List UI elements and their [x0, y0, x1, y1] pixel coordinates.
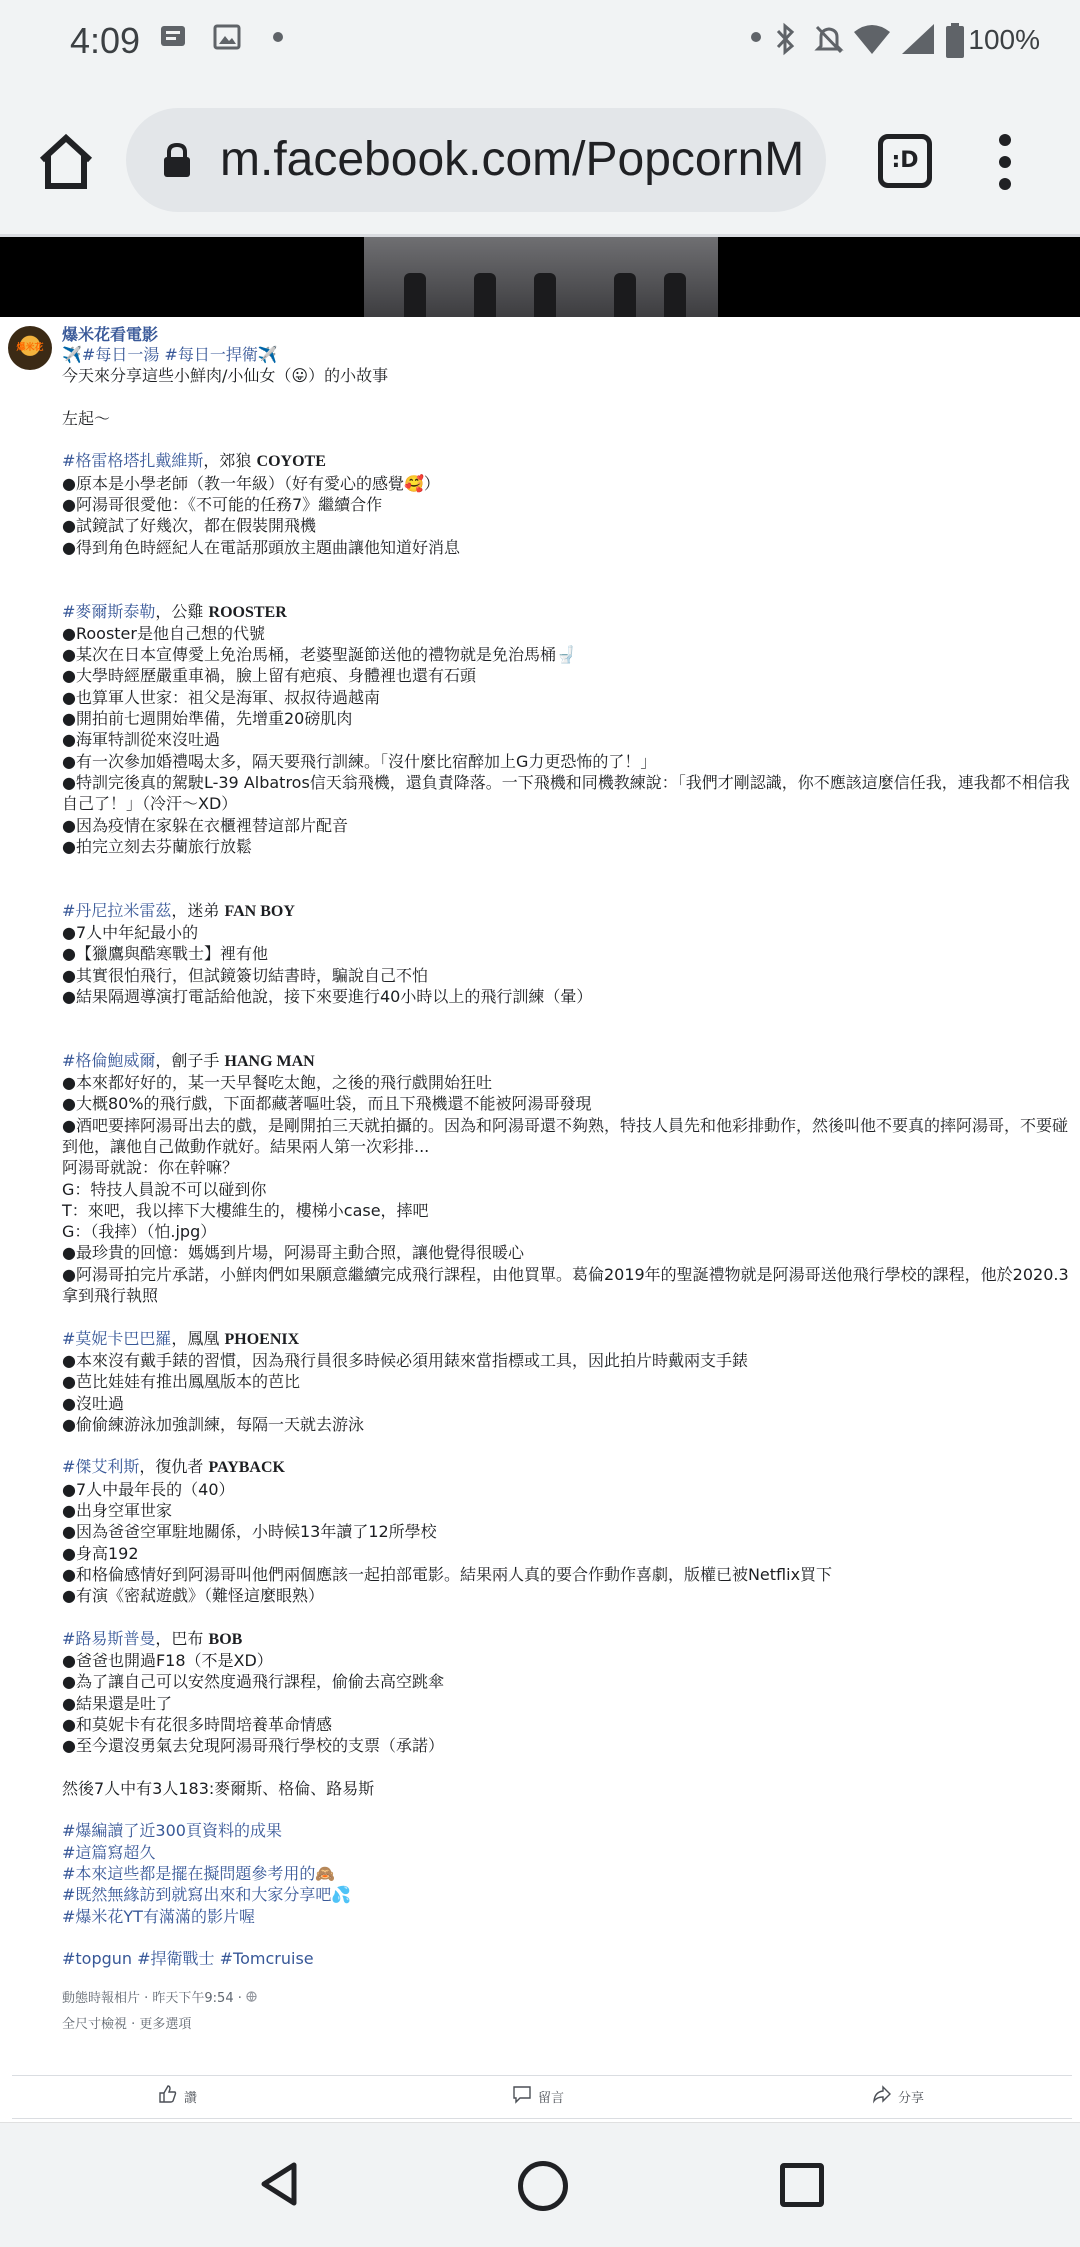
text-span: ●至今還沒勇氣去兌現阿湯哥飛行學校的支票（承諾）: [62, 1736, 444, 1756]
signal-icon: [900, 22, 936, 67]
globe-icon: [246, 1991, 257, 2006]
text-span: ●身高192: [62, 1543, 139, 1563]
post-actions: [12, 2076, 1072, 2118]
post-line: [62, 922, 1070, 943]
text-span: ●7人中年紀最小的: [62, 923, 199, 943]
post-meta: [62, 1987, 257, 2006]
home-circle-icon[interactable]: [518, 2161, 568, 2211]
text-span: ●海軍特訓從來沒吐過: [62, 730, 220, 750]
text-span: ●偷偷練游泳加強訓練，每隔一天就去游泳: [62, 1414, 364, 1434]
section-title: [62, 1050, 1070, 1072]
text-span: ●爸爸也開過F18（不是XD）: [62, 1651, 273, 1671]
hashtag-link[interactable]: #格倫鮑威爾: [62, 1050, 156, 1070]
post-line: [62, 1564, 1070, 1585]
text-span: ●沒吐過: [62, 1393, 124, 1413]
hashtag-link[interactable]: #爆編讀了近300頁資料的成果: [62, 1821, 282, 1841]
post-meta-text[interactable]: 動態時報相片 · 昨天下午9:54 ·: [62, 1991, 246, 2006]
text-span: ，公雞: [155, 601, 209, 621]
image-icon: [212, 22, 242, 63]
blank-line: [62, 1029, 1070, 1050]
post-line: [62, 772, 1070, 815]
text-span: ●結果還是吐了: [62, 1693, 172, 1713]
overflow-menu-icon[interactable]: [996, 134, 1014, 190]
callsign: BOB: [208, 1630, 243, 1648]
text-span: G：（我摔）（怕.jpg）: [62, 1222, 217, 1242]
comment-icon: [512, 2084, 532, 2108]
text-span: ，鳳凰: [171, 1328, 225, 1348]
section-title: [62, 900, 1070, 922]
text-span: ●也算軍人世家：祖父是海軍、叔叔待過越南: [62, 687, 380, 707]
callsign: COYOTE: [256, 453, 326, 471]
section-title: [62, 1456, 1070, 1478]
back-icon[interactable]: [258, 2161, 300, 2211]
post-photo[interactable]: [0, 237, 1080, 317]
post-line: [62, 965, 1070, 986]
post-line: [62, 1179, 1070, 1200]
system-nav-bar: [0, 2122, 1080, 2247]
section-title: [62, 1328, 1070, 1350]
post-line: [62, 1778, 1070, 1799]
post-line: [62, 1671, 1070, 1692]
text-span: ●7人中最年長的（40）: [62, 1479, 235, 1499]
wifi-icon: [852, 22, 892, 67]
blank-line: [62, 1927, 1070, 1948]
post-line: [62, 1650, 1070, 1671]
home-icon[interactable]: [34, 130, 98, 194]
post-line: [62, 1221, 1070, 1242]
blank-line: [62, 1007, 1070, 1028]
hashtag-link[interactable]: ✈️#每日一湯 #每日一捍衛✈️: [62, 345, 278, 364]
hashtag-link[interactable]: #這篇寫超久: [62, 1842, 156, 1862]
post-line: [62, 408, 1070, 429]
hashtag-link[interactable]: #路易斯普曼: [62, 1628, 156, 1648]
post-line: [62, 473, 1070, 494]
blank-line: [62, 878, 1070, 899]
blank-line: [62, 857, 1070, 878]
address-bar[interactable]: [126, 108, 826, 212]
text-span: ●開拍前七週開始準備，先增重20磅肌肉: [62, 709, 353, 729]
hashtag-link[interactable]: #麥爾斯泰勒: [62, 601, 156, 621]
post-line: [62, 1157, 1070, 1178]
tab-switcher-button[interactable]: :D: [878, 134, 932, 188]
section-title: [62, 450, 1070, 472]
text-span: ●阿湯哥拍完片承諾，小鮮肉們如果願意繼續完成飛行課程，由他買單。葛倫2019年的聖誕禮物就是阿湯哥送他飛行學校的課程，他於2020.3拿到飛行執照: [62, 1264, 1069, 1306]
post-line: [62, 1072, 1070, 1093]
blank-line: [62, 387, 1070, 408]
post-line: [62, 665, 1070, 686]
post-line: [62, 1884, 1070, 1905]
text-span: ●出身空軍世家: [62, 1501, 172, 1521]
post-line: [62, 986, 1070, 1007]
text-span: 阿湯哥就說：你在幹嘛？: [62, 1158, 239, 1178]
text-span: ●Rooster是他自己想的代號: [62, 623, 265, 643]
post-line: [62, 344, 1070, 365]
text-span: ，復仇者: [139, 1457, 209, 1477]
post-line: [62, 515, 1070, 536]
hashtag-link[interactable]: #既然無緣訪到就寫出來和大家分享吧💦: [62, 1885, 352, 1905]
blank-line: [62, 1435, 1070, 1456]
text-span: ●有一次參加婚禮喝太多，隔天要飛行訓練。「沒什麼比宿醉加上G力更恐怖的了！」: [62, 751, 657, 771]
hashtag-link[interactable]: #傑艾利斯: [62, 1457, 140, 1477]
post-line: [62, 537, 1070, 558]
text-span: ●得到角色時經紀人在電話那頭放主題曲讓他知道好消息: [62, 537, 460, 557]
text-span: ●酒吧要摔阿湯哥出去的戲，是剛開拍三天就拍攝的。因為和阿湯哥還不夠熟，特技人員先和他彩排動作，然後叫他不要真的摔阿湯哥，不要碰到他，讓他自己做動作就好。結果兩人第一次彩排...: [62, 1115, 1068, 1156]
post-line: [62, 943, 1070, 964]
like-label: 讚: [184, 2090, 198, 2106]
hashtag-link[interactable]: #莫妮卡巴巴羅: [62, 1328, 172, 1348]
post-line: [62, 751, 1070, 772]
text-span: 今天來分享這些小鮮肉/小仙女（😛）的小故事: [62, 366, 389, 386]
page-name[interactable]: 爆米花看電影: [62, 325, 159, 344]
text-span: ●【獵鷹與酷寒戰士】裡有他: [62, 944, 268, 964]
section-title: [62, 1628, 1070, 1650]
text-span: 然後7人中有3人183:麥爾斯、格倫、路易斯: [62, 1778, 375, 1798]
text-span: ●芭比娃娃有推出鳳凰版本的芭比: [62, 1372, 300, 1392]
text-span: ●和格倫感情好到阿湯哥叫他們兩個應該一起拍部電影。結果兩人真的要合作動作喜劇，版權已被Netflix買下: [62, 1564, 833, 1584]
post-line: [62, 1393, 1070, 1414]
post-links[interactable]: 全尺寸檢視 · 更多選項: [62, 2017, 192, 2032]
blank-line: [62, 429, 1070, 450]
post-line: [62, 1820, 1070, 1841]
text-span: ●和莫妮卡有花很多時間培養革命情感: [62, 1715, 332, 1734]
text-span: T：來吧，我以摔下大樓維生的，樓梯小case，摔吧: [62, 1200, 429, 1220]
post-line: [62, 815, 1070, 836]
hashtag-link[interactable]: #本來這些都是擺在擬問題參考用的🙈: [62, 1864, 336, 1884]
recent-apps-icon[interactable]: [780, 2163, 824, 2207]
text-span: ，巴布: [155, 1628, 209, 1648]
like-button[interactable]: [158, 2084, 197, 2108]
battery-percent: 100%: [968, 24, 1040, 55]
text-span: ●阿湯哥很愛他：《不可能的任務7》繼續合作: [62, 495, 383, 515]
like-icon: [158, 2084, 178, 2108]
lock-icon: [162, 142, 192, 178]
callsign: PHOENIX: [224, 1330, 300, 1348]
post-line: [62, 1863, 1070, 1884]
hashtag-link[interactable]: #topgun #捍衛戰士 #Tomcruise: [62, 1949, 314, 1969]
post-line: [62, 1242, 1070, 1263]
text-span: ●因為爸爸空軍駐地關係，小時候13年讀了12所學校: [62, 1522, 437, 1542]
text-span: ●原本是小學老師（教一年級）（好有愛心的感覺🥰）: [62, 473, 440, 493]
post-line: [62, 1264, 1070, 1307]
text-span: ●特訓完後真的駕駛L-39 Albatros信天翁飛機，還負責降落。一下飛機和同機教練說：「我們才剛認識，你不應該這麼信任我，連我都不相信我自己了！」（冷汗～XD）: [62, 772, 1070, 814]
text-span: ●其實很怕飛行，但試鏡簽切結書時，騙說自己不怕: [62, 965, 428, 985]
mute-icon: [812, 22, 846, 67]
post-line: [62, 1093, 1070, 1114]
blank-line: [62, 579, 1070, 600]
post-line: [62, 687, 1070, 708]
share-button[interactable]: [872, 2084, 924, 2108]
text-span: ●最珍貴的回憶：媽媽到片場，阿湯哥主動合照，讓他覺得很暖心: [62, 1243, 524, 1263]
dot-icon: [272, 22, 284, 63]
share-label: 分享: [898, 2090, 925, 2106]
message-icon: [158, 22, 188, 63]
post-line: [62, 708, 1070, 729]
post-line: [62, 1350, 1070, 1371]
text-span: ●試鏡試了好幾次，都在假裝開飛機: [62, 516, 316, 536]
blank-line: [62, 1799, 1070, 1820]
text-span: ，迷弟: [171, 900, 225, 920]
text-span: ●本來沒有戴手錶的習慣，因為飛行員很多時候必須用錶來當指標或工具，因此拍片時戴兩支手錶: [62, 1350, 748, 1370]
browser-toolbar: [0, 90, 1080, 237]
callsign: FAN BOY: [224, 902, 295, 920]
text-span: ●本來都好好的，某一天早餐吃太飽，之後的飛行戲開始狂吐: [62, 1073, 492, 1093]
hashtag-link[interactable]: #格雷格塔扎戴維斯: [62, 451, 204, 471]
section-title: [62, 601, 1070, 623]
blank-line: [62, 558, 1070, 579]
callsign: PAYBACK: [208, 1459, 285, 1477]
status-bar: [0, 0, 1080, 90]
post-line: [62, 1115, 1070, 1158]
post-line: [62, 1521, 1070, 1542]
post-line: [62, 644, 1070, 665]
post-line: [62, 1842, 1070, 1863]
text-span: ●某次在日本宣傳愛上免治馬桶，老婆聖誕節送他的禮物就是免治馬桶🚽: [62, 645, 576, 665]
share-icon: [872, 2084, 892, 2108]
divider: [12, 2118, 1072, 2119]
post-line: [62, 1371, 1070, 1392]
url-text: m.facebook.com/PopcornM: [220, 133, 805, 186]
text-span: ●拍完立刻去芬蘭旅行放鬆: [62, 836, 252, 856]
comment-button[interactable]: [512, 2084, 564, 2108]
text-span: 左起～: [62, 408, 111, 428]
post-line: [62, 1906, 1070, 1927]
hashtag-link[interactable]: #爆米花YT有滿滿的影片喔: [62, 1906, 255, 1926]
text-span: ●有演《密弒遊戲》（難怪這麼眼熟）: [62, 1586, 324, 1606]
post-line: [62, 1200, 1070, 1221]
text-span: ●為了讓自己可以安然度過飛行課程，偷偷去高空跳傘: [62, 1672, 444, 1692]
blank-line: [62, 1757, 1070, 1778]
text-span: ●結果隔週導演打電話給他說，接下來要進行40小時以上的飛行訓練（暈）: [62, 986, 593, 1006]
bluetooth-icon: [772, 22, 798, 67]
post-line: [62, 365, 1070, 386]
post-line: [62, 729, 1070, 750]
post-line: [62, 1543, 1070, 1564]
post-text: [62, 344, 1070, 1970]
blank-line: [62, 1607, 1070, 1628]
callsign: HANG MAN: [224, 1052, 315, 1070]
page-avatar[interactable]: 爆米花: [8, 326, 52, 370]
hashtag-link[interactable]: #丹尼拉米雷茲: [62, 900, 172, 920]
text-span: ●大學時經歷嚴重車禍，臉上留有疤痕、身體裡也還有石頭: [62, 666, 476, 686]
post-line: [62, 1735, 1070, 1756]
post-line: [62, 1500, 1070, 1521]
post-line: [62, 1479, 1070, 1500]
blank-line: [62, 1306, 1070, 1327]
status-time: 4:09: [70, 20, 141, 61]
text-span: ，劊子手: [155, 1050, 225, 1070]
text-span: G：特技人員說不可以碰到你: [62, 1179, 267, 1199]
post-line: [62, 623, 1070, 644]
post-line: [62, 836, 1070, 857]
post-line: [62, 1693, 1070, 1714]
battery-icon: [944, 22, 966, 71]
dot-icon: [750, 22, 762, 63]
text-span: ●大概80%的飛行戲，下面都藏著嘔吐袋，而且下飛機還不能被阿湯哥發現: [62, 1094, 592, 1114]
text-span: ，郊狼: [203, 451, 257, 471]
callsign: ROOSTER: [208, 603, 287, 621]
comment-label: 留言: [538, 2090, 565, 2106]
post-line: [62, 1585, 1070, 1606]
photo-thumbnail: [364, 237, 718, 317]
post-line: [62, 1714, 1070, 1735]
text-span: ●因為疫情在家躲在衣櫃裡替這部片配音: [62, 815, 348, 835]
post-line: [62, 494, 1070, 515]
post-line: [62, 1948, 1070, 1969]
post-line: [62, 1414, 1070, 1435]
